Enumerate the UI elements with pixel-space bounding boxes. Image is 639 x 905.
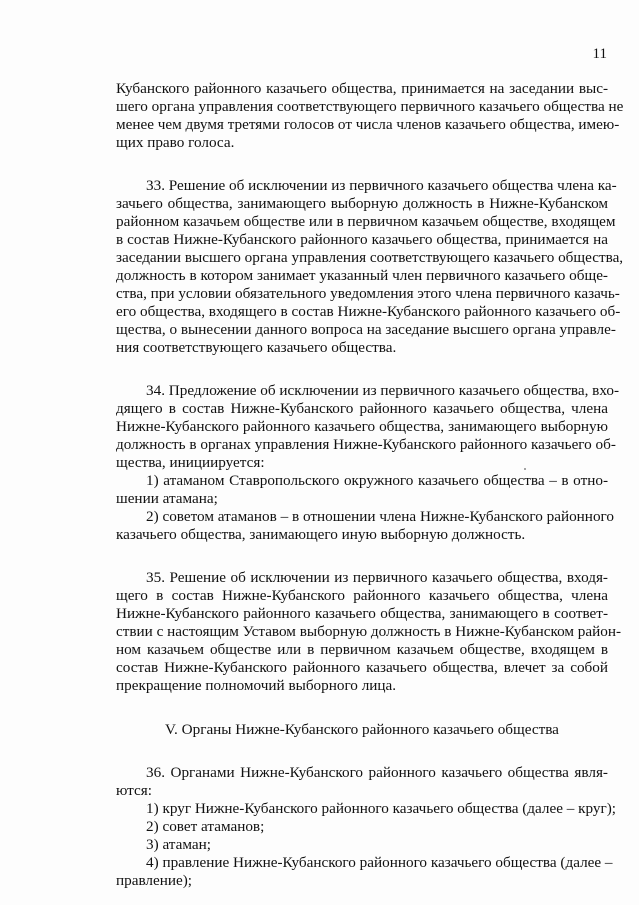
text-line: районном казачьем обществе или в первичном казачьем обществе, входящем — [116, 213, 616, 230]
list-item-line: 2) советом атаманов – в отношении члена Нижне-Кубанского районного — [146, 508, 614, 525]
paragraph-first-line: 33. Решение об исключении из первичного казачьего общества члена ка- — [146, 177, 617, 194]
text-line: заседании высшего органа управления соответствующего казачьего общества, — [116, 249, 624, 266]
scan-speck — [524, 468, 526, 470]
text-line: должность в котором занимает указанный член первичного казачьего обще- — [116, 267, 608, 284]
text-line: ства, при условии обязательного уведомления этого члена первичного казачь- — [116, 285, 620, 302]
text-line: ния соответствующего казачьего общества. — [116, 339, 397, 356]
text-line: шего органа управления соответствующего первичного казачьего общества не — [116, 98, 624, 115]
text-line: щества, о вынесении данного вопроса на заседание высшего органа управле- — [116, 321, 616, 338]
text-line: в состав Нижне-Кубанского районного казачьего общества, принимается на — [116, 231, 608, 248]
list-item-line: 1) атаманом Ставропольского окружного казачьего общества – в отно- — [146, 472, 608, 489]
text-line: прекращение полномочий выборного лица. — [116, 677, 397, 694]
section-heading: V. Органы Нижне-Кубанского районного казачьего общества — [165, 721, 559, 738]
text-line: правление); — [116, 872, 193, 889]
list-item-line: 3) атаман; — [146, 836, 211, 853]
text-line: Кубанского районного казачьего общества, принимается на заседании выс- — [116, 80, 608, 97]
text-line: должность в органах управления Нижне-Кубанского районного казачьего об- — [116, 436, 616, 453]
paragraph-first-line: 34. Предложение об исключении из первичного казачьего общества, вхо- — [146, 382, 620, 399]
list-item-line: 4) правление Нижне-Кубанского районного казачьего общества (далее – — [146, 854, 613, 871]
text-line: ном казачьем обществе или в первичном казачьем обществе, входящем в — [116, 641, 608, 658]
text-line: состав Нижне-Кубанского районного казачьего общества, влечет за собой — [116, 659, 608, 676]
text-line: шении атамана; — [116, 490, 218, 507]
text-line: щества, инициируется: — [116, 454, 265, 471]
list-item-line: 1) круг Нижне-Кубанского районного казачьего общества (далее – круг); — [146, 800, 617, 817]
paragraph-first-line: 35. Решение об исключении из первичного казачьего общества, входя- — [146, 569, 608, 586]
text-line: его общества, входящего в состав Нижне-Кубанского районного казачьего об- — [116, 303, 621, 320]
text-line: зачьего общества, занимающего выборную должность в Нижне-Кубанском — [116, 195, 608, 212]
text-line: дящего в состав Нижне-Кубанского районного казачьего общества, члена — [116, 400, 608, 417]
list-item-line: 2) совет атаманов; — [146, 818, 265, 835]
text-line: ются: — [116, 782, 152, 799]
paragraph-first-line: 36. Органами Нижне-Кубанского районного казачьего общества явля- — [146, 764, 608, 781]
text-line: щих право голоса. — [116, 134, 235, 151]
text-line: Нижне-Кубанского районного казачьего общества, занимающего в соответ- — [116, 605, 608, 622]
text-line: менее чем двумя третями голосов от числа членов казачьего общества, имею- — [116, 116, 620, 133]
text-line: ствии с настоящим Уставом выборную должность в Нижне-Кубанском район- — [116, 623, 622, 640]
text-line: щего в состав Нижне-Кубанского районного казачьего общества, члена — [116, 587, 608, 604]
page-number: 11 — [592, 46, 607, 62]
text-line: Нижне-Кубанского районного казачьего общества, занимающего выборную — [116, 418, 608, 435]
text-line: казачьего общества, занимающего иную выборную должность. — [116, 526, 526, 543]
